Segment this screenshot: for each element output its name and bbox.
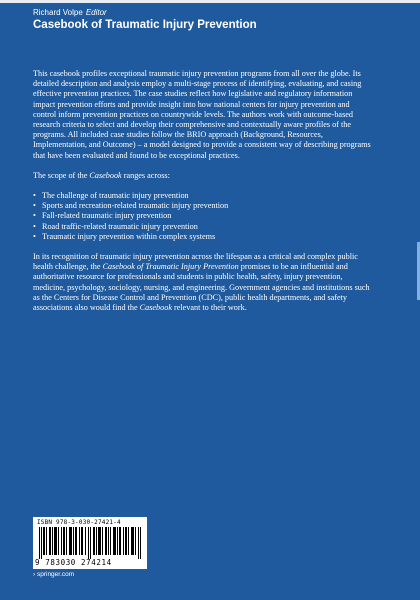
- scope-item-text: Traumatic injury prevention within complex systems: [42, 231, 216, 241]
- scope-list-item: [33, 211, 373, 221]
- scope-list-item: [33, 191, 373, 201]
- isbn-label: ISBN 978-3-030-27421-4: [37, 519, 121, 526]
- scope-list-item: [33, 222, 373, 232]
- bullet: •: [33, 211, 36, 221]
- audience-italic-casebook: Casebook: [139, 303, 172, 313]
- editor-name: Richard Volpe: [33, 8, 83, 17]
- audience-text-3: relevant to their work.: [171, 303, 247, 313]
- audience-italic-title: Casebook of Traumatic Injury Prevention: [102, 262, 239, 272]
- isbn-barcode: [33, 517, 147, 569]
- description-paragraph: This casebook profiles exceptional traumatic injury prevention programs from all over the globe. Its detailed description and analysis employ a multi-stage process of identifying, evaluating, and casing effective prevention practices. The case studies reflect how legislative and regulatory information impact prevention efforts and provide insight into how national centers for injury prevention and control inform prevention practices on countrywide levels. The authors work with outcome-based research criteria to select and develop their comprehensive and contextually aware profiles of the programs. All included case studies follow the BRIO approach (Background, Resources, Implementation, and Outcome) – a model designed to provide a consistent way of describing programs that have been evaluated and found to be exceptional practices.: [33, 69, 371, 160]
- scope-list-item: [33, 232, 373, 242]
- bullet: •: [33, 191, 36, 201]
- bullet: •: [33, 221, 36, 231]
- scope-item-text: Sports and recreation-related traumatic injury prevention: [42, 201, 229, 211]
- bullet: •: [33, 201, 36, 211]
- audience-text-1: In its recognition of traumatic injury prevention across the lifespan as a critical and complex public health challenge, the: [33, 252, 358, 272]
- bullet: •: [33, 231, 36, 241]
- scope-intro: [33, 171, 373, 181]
- scope-item-text: Road traffic-related traumatic injury prevention: [42, 221, 198, 231]
- scope-intro-tail: ranges across:: [121, 170, 170, 180]
- blurb: [33, 69, 373, 323]
- scope-list: [33, 191, 373, 242]
- audience-text-2: promises to be an influential and authoritative resource for professionals and students in public health, safety, injury prevention, medicine, psychology, sociology, nursing, and engineering. Government agencies and institutions such as the Centers for Disease Control and Prevention (CDC), public health departments, and safety associations also would find the: [33, 262, 370, 313]
- editor-role: Editor: [85, 8, 107, 17]
- scope-intro-italic: Casebook: [89, 170, 122, 180]
- scope-item-text: The challenge of traumatic injury prevention: [42, 191, 189, 201]
- scope-intro-text: The scope of the: [33, 170, 90, 180]
- barcode-bars: [39, 527, 143, 559]
- scope-item-text: Fall-related traumatic injury prevention: [42, 211, 172, 221]
- audience-paragraph: [33, 252, 373, 313]
- book-title: Casebook of Traumatic Injury Prevention: [33, 19, 257, 31]
- editor-line: [33, 8, 107, 17]
- barcode-digits: 9 783030 274214: [35, 558, 112, 567]
- publisher-link[interactable]: › springer.com: [33, 571, 75, 578]
- scope-list-item: [33, 201, 373, 211]
- top-stripe: [0, 0, 420, 3]
